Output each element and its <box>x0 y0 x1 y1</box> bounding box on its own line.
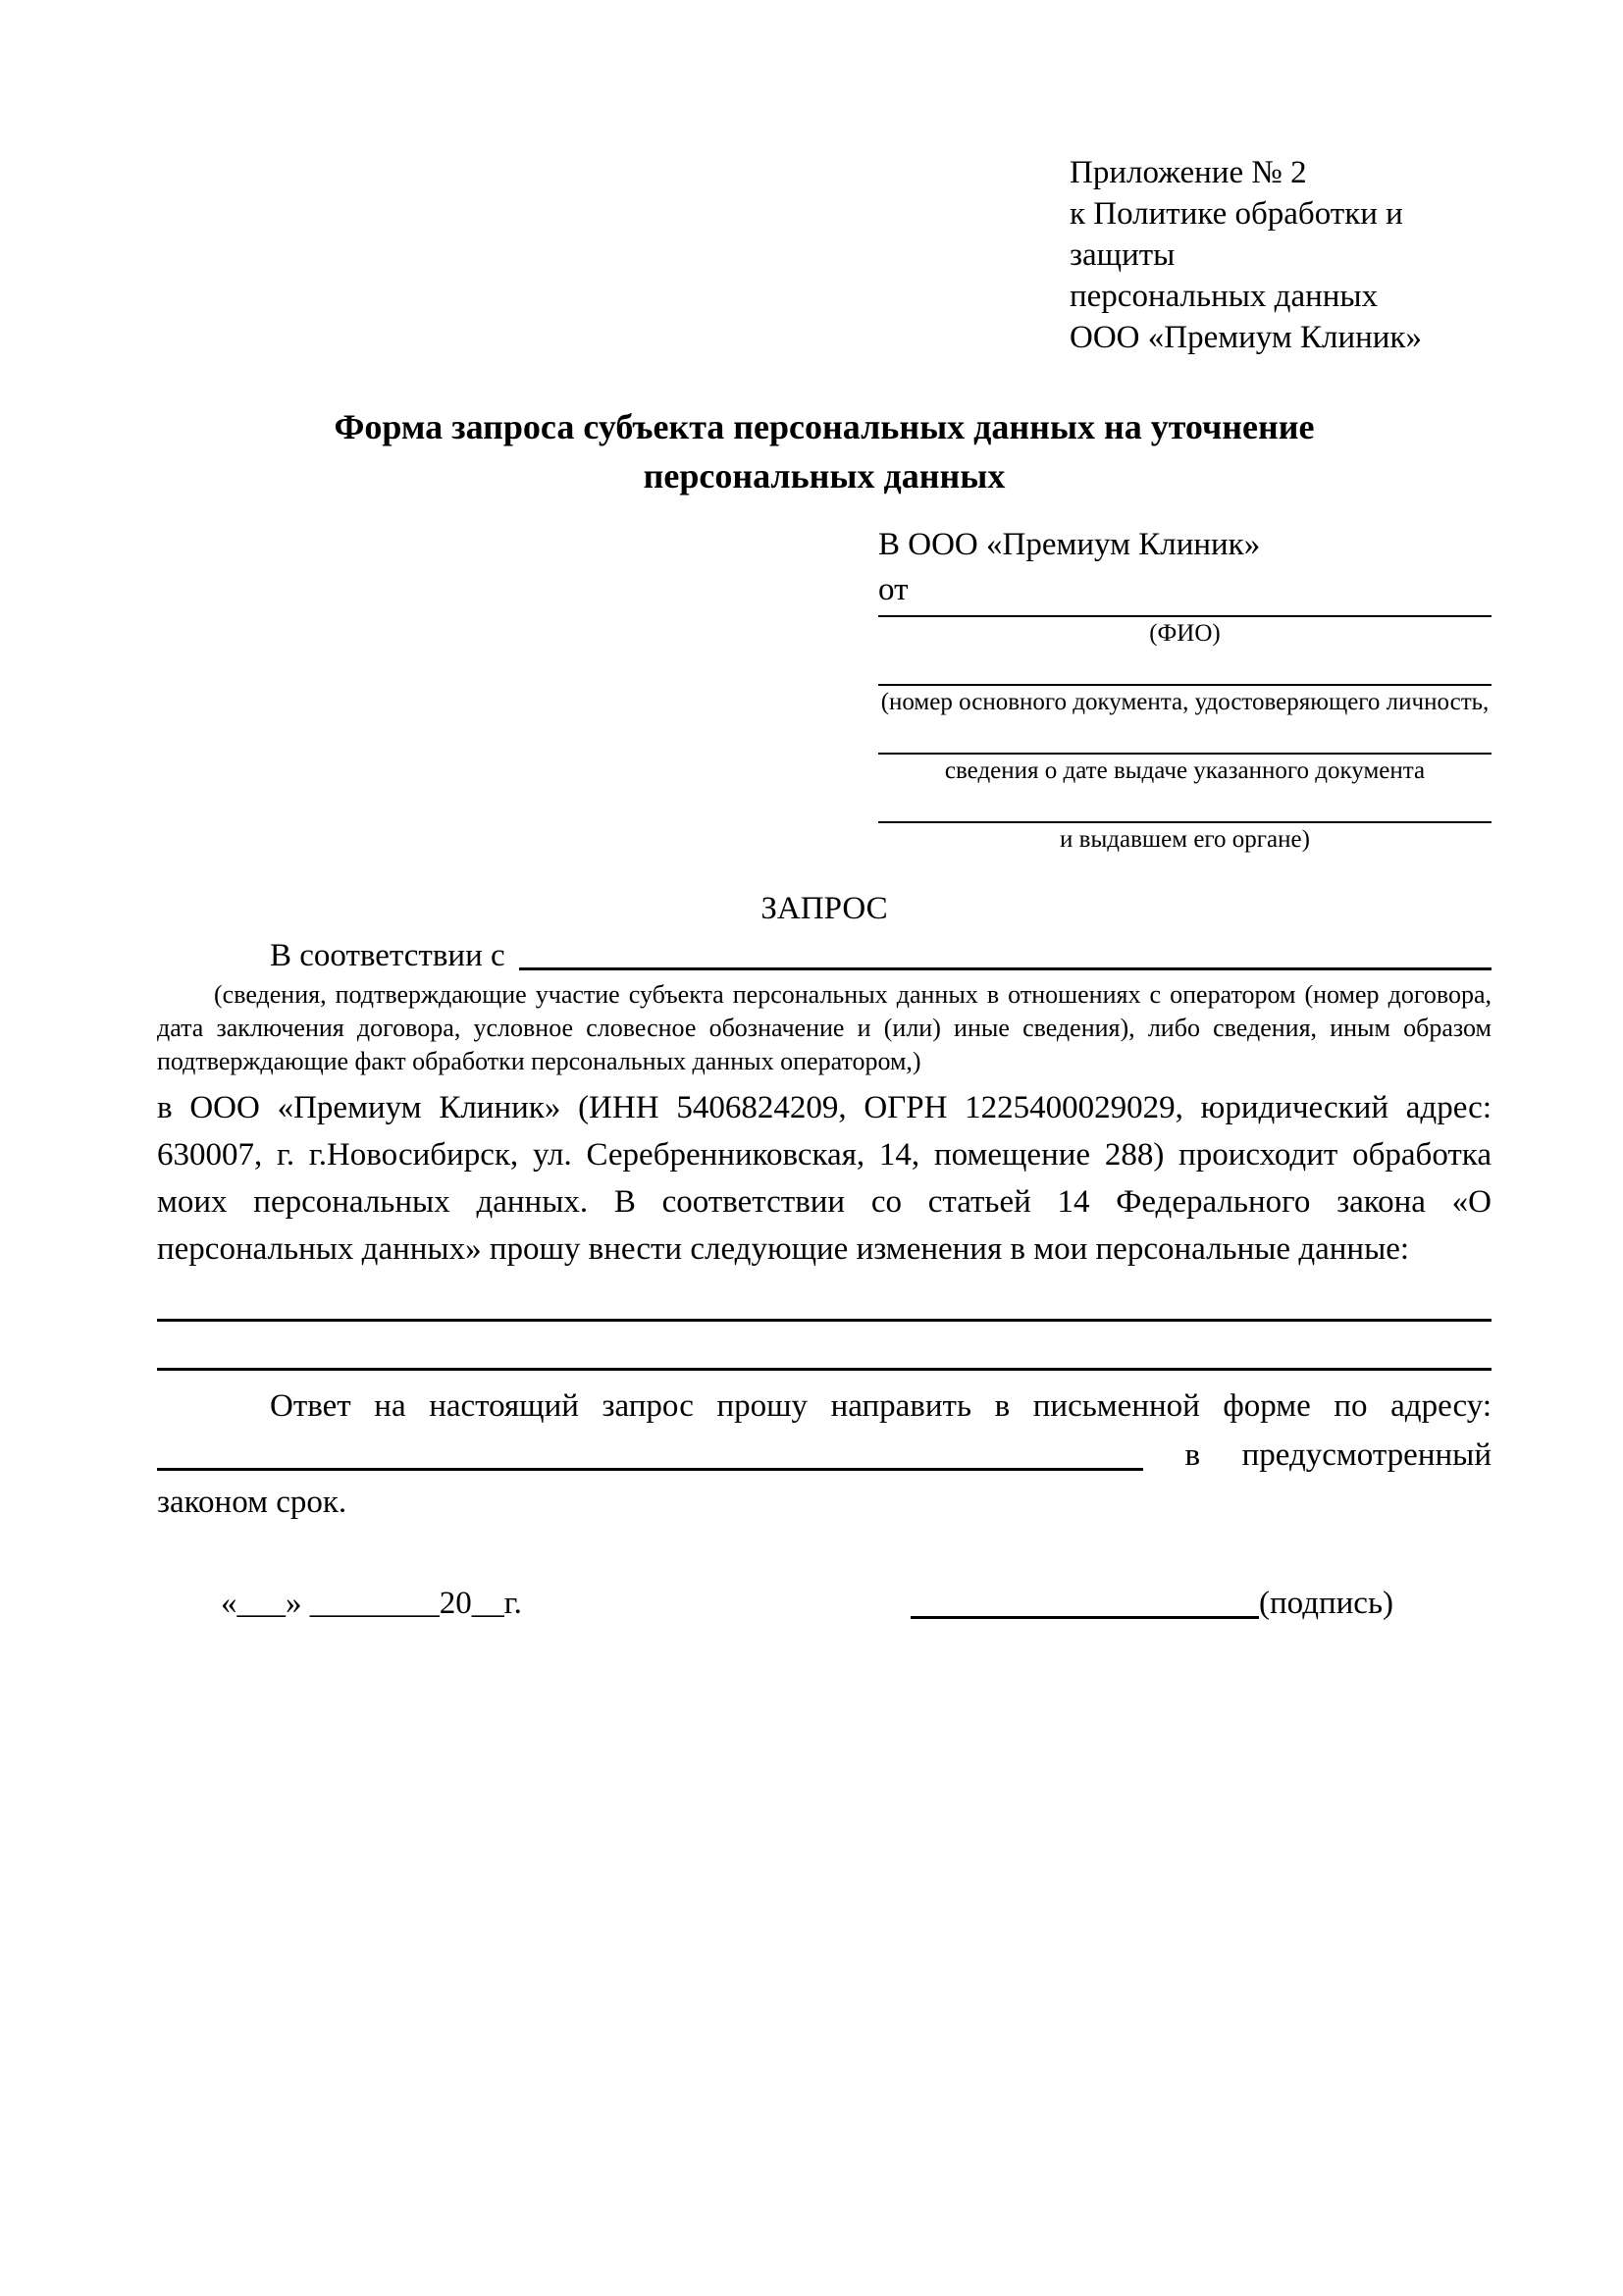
date-signature-row <box>157 1580 1492 1627</box>
reply-word-term: предусмотренный <box>1241 1437 1492 1473</box>
document-number-field <box>878 651 1492 719</box>
appendix-header-line-2: к Политике обработки и защиты <box>1070 196 1403 273</box>
reply-address-blank-line <box>157 1468 1143 1471</box>
changes-blank-line-1 <box>157 1273 1492 1322</box>
document-number-blank-line <box>878 651 1492 686</box>
appendix-header-line-3: персональных данных <box>1070 279 1379 314</box>
issuing-authority-field <box>878 788 1492 857</box>
issue-date-blank-line <box>878 719 1492 755</box>
request-basis-blank-line <box>519 933 1492 970</box>
appendix-header-line-4: ООО «Премиум Клиник» <box>1070 320 1422 355</box>
request-heading: ЗАПРОС <box>760 891 888 926</box>
appendix-header-line-1: Приложение № 2 <box>1070 155 1307 190</box>
issuing-authority-blank-line <box>878 788 1492 823</box>
date-fill-in: «___» ________20__г. <box>221 1586 522 1621</box>
issue-date-field <box>878 719 1492 788</box>
addressee-to: В ООО «Премиум Клиник» <box>878 527 1261 562</box>
request-intro-prefix: В соответствии с <box>270 938 505 973</box>
document-title: Форма запроса субъекта персональных данных на уточнение персональных данных <box>334 407 1315 496</box>
request-body-paragraph: в ООО «Премиум Клиник» (ИНН 5406824209, ОГРН 1225400029029, юридический адрес: 630007, г. г.Новосибирск, ул. Серебренниковская, 14, помещение 288) происходит обработка моих персональных данных. В соответствии со статьей 14 Федерального закона «О персональных данных» прошу внести следующие изменения в мои персональные данные: <box>157 1090 1492 1267</box>
reply-closing-text: законом срок. <box>157 1485 347 1520</box>
signature-block <box>911 1580 1393 1627</box>
reply-address-row <box>157 1432 1492 1479</box>
signature-blank-line <box>911 1616 1259 1619</box>
appendix-header <box>1070 152 1492 358</box>
document-number-caption: (номер основного документа, удостоверяющего личность, <box>880 689 1490 715</box>
fio-caption: (ФИО) <box>1149 620 1221 647</box>
addressee-from-label: от <box>878 572 909 607</box>
reply-word-in: в <box>1184 1437 1201 1473</box>
addressee-block <box>878 522 1492 857</box>
issuing-authority-caption: и выдавшем его органе) <box>1060 826 1310 853</box>
issue-date-caption: сведения о дате выдаче указанного документа <box>944 757 1426 784</box>
reply-address-sentence: Ответ на настоящий запрос прошу направить в письменной форме по адресу: <box>270 1388 1492 1424</box>
request-intro-row <box>157 933 1492 978</box>
fine-print-note: (сведения, подтверждающие участие субъекта персональных данных в отношениях с оператором (номер договора, дата заключения договора, условное словесное обозначение и (или) иные сведения), либо сведения, иным образом подтверждающие факт обработки персональных данных оператором,) <box>157 980 1492 1075</box>
changes-blank-line-2 <box>157 1322 1492 1371</box>
fio-field <box>878 612 1492 651</box>
signature-caption: (подпись) <box>1259 1586 1393 1621</box>
